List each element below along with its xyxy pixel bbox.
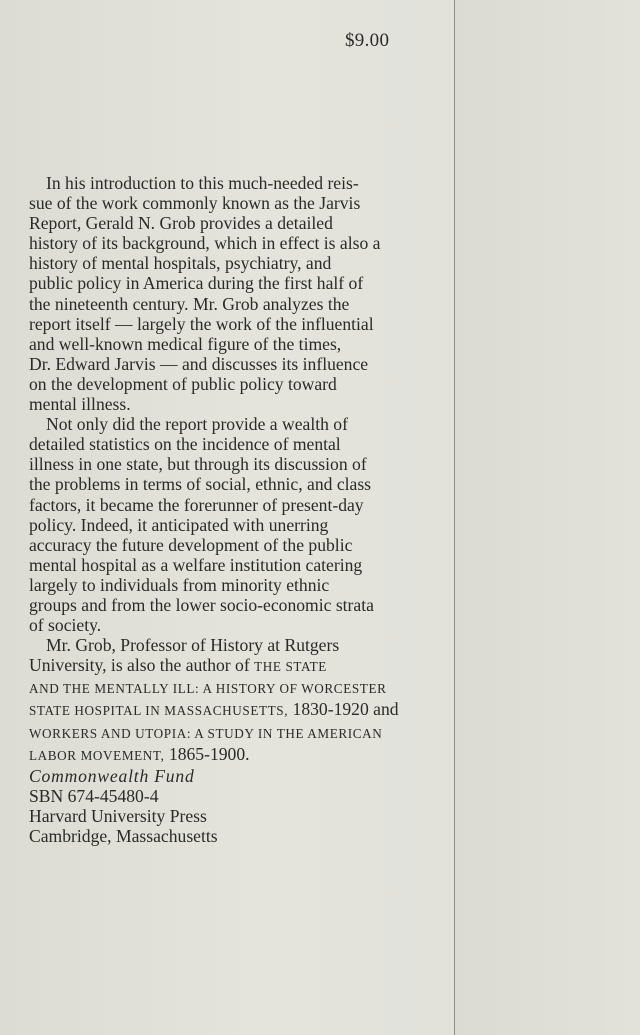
blurb-line bbox=[29, 655, 429, 677]
jacket-flap bbox=[455, 0, 640, 1035]
blurb-line bbox=[29, 722, 429, 744]
blurb-line: of society. bbox=[29, 615, 102, 636]
blurb-text: University, is also the author of bbox=[29, 655, 250, 676]
book-title-smallcaps: WORKERS AND UTOPIA: A STUDY IN THE AMERICAN bbox=[29, 725, 383, 741]
blurb-line: illness in one state, but through its discussion of bbox=[29, 454, 367, 475]
publisher-name: Harvard University Press bbox=[29, 805, 207, 826]
blurb-line bbox=[29, 677, 429, 699]
price-label: $9.00 bbox=[345, 30, 390, 51]
jacket-blurb bbox=[29, 173, 429, 846]
blurb-line: history of its background, which in effect is also a bbox=[29, 233, 381, 254]
blurb-line: In his introduction to this much-needed reis- bbox=[46, 173, 359, 193]
blurb-line: public policy in America during the first half of bbox=[29, 273, 364, 294]
blurb-line: history of mental hospitals, psychiatry, and bbox=[29, 253, 332, 274]
blurb-paragraph-3 bbox=[29, 635, 429, 766]
sbn-number: SBN 674-45480-4 bbox=[29, 785, 159, 806]
fund-name: Commonwealth Fund bbox=[29, 765, 195, 786]
blurb-line: detailed statistics on the incidence of mental bbox=[29, 434, 341, 455]
blurb-line: Mr. Grob, Professor of History at Rutgers bbox=[46, 635, 340, 656]
blurb-line: policy. Indeed, it anticipated with unerring bbox=[29, 514, 329, 535]
blurb-line: sue of the work commonly known as the Jarvis bbox=[29, 193, 361, 214]
imprint-block bbox=[29, 766, 429, 846]
blurb-line: the problems in terms of social, ethnic, and class bbox=[29, 474, 372, 495]
blurb-line: accuracy the future development of the public bbox=[29, 534, 353, 555]
book-title-smallcaps: LABOR MOVEMENT, bbox=[29, 747, 165, 763]
blurb-line: Not only did the report provide a wealth of bbox=[46, 414, 348, 435]
blurb-paragraph-1 bbox=[29, 173, 429, 414]
blurb-line bbox=[29, 699, 429, 721]
blurb-line: and well-known medical figure of the times, bbox=[29, 333, 342, 354]
blurb-text: 1830-1920 and bbox=[292, 699, 399, 720]
blurb-paragraph-2 bbox=[29, 414, 429, 635]
blurb-line: factors, it became the forerunner of present-day bbox=[29, 494, 364, 515]
blurb-line: Report, Gerald N. Grob provides a detailed bbox=[29, 213, 333, 234]
blurb-line: mental illness. bbox=[29, 394, 131, 415]
blurb-line: the nineteenth century. Mr. Grob analyzes the bbox=[29, 293, 350, 314]
blurb-line: report itself — largely the work of the influential bbox=[29, 313, 374, 334]
blurb-line: groups and from the lower socio-economic strata bbox=[29, 594, 374, 615]
blurb-text: 1865-1900. bbox=[168, 743, 250, 764]
blurb-line: largely to individuals from minority ethnic bbox=[29, 574, 330, 595]
book-title-smallcaps: STATE HOSPITAL IN MASSACHUSETTS, bbox=[29, 703, 289, 719]
book-title-smallcaps: THE STATE bbox=[254, 659, 327, 675]
publisher-city: Cambridge, Massachusetts bbox=[29, 826, 218, 846]
book-title-smallcaps: AND THE MENTALLY ILL: A HISTORY OF WORCESTER bbox=[29, 681, 387, 697]
blurb-line bbox=[29, 744, 429, 766]
blurb-line: mental hospital as a welfare institution catering bbox=[29, 554, 363, 575]
blurb-line: on the development of public policy toward bbox=[29, 373, 337, 394]
blurb-line: Dr. Edward Jarvis — and discusses its influence bbox=[29, 353, 369, 374]
